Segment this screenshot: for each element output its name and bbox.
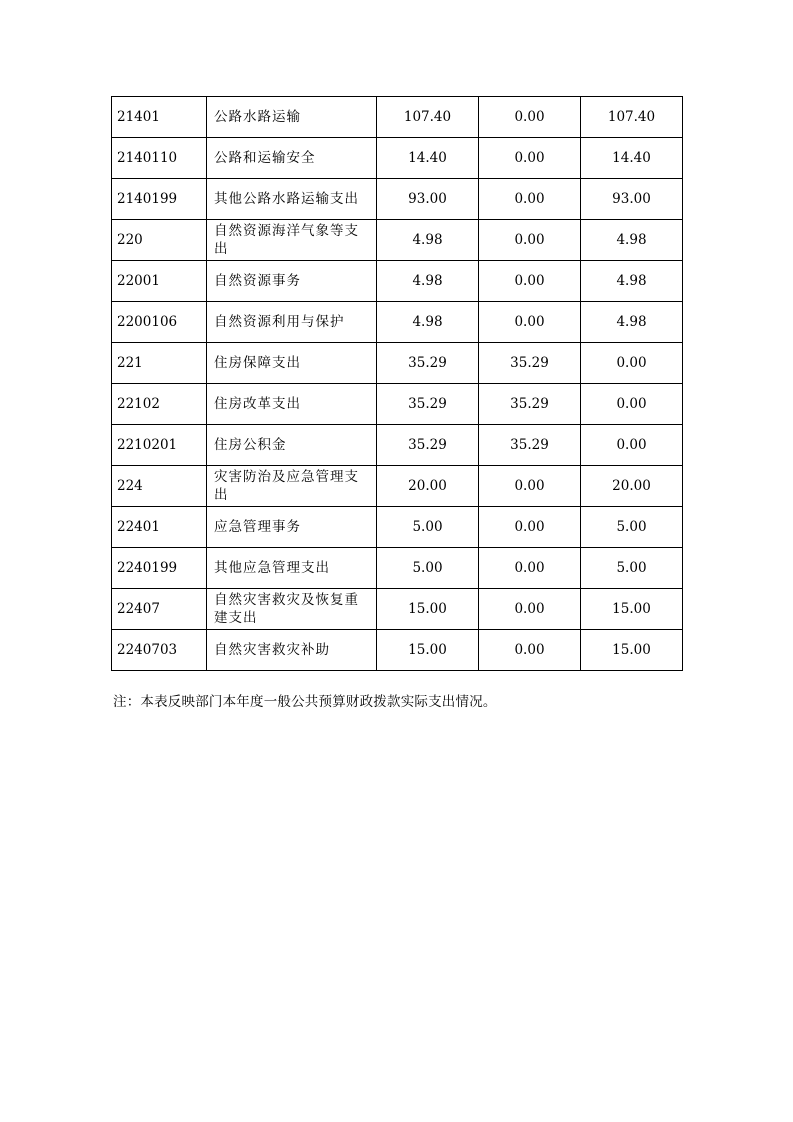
subject-code-cell: 2140110 [112,138,207,179]
total-amount-cell: 14.40 [377,138,479,179]
subject-code-cell: 21401 [112,97,207,138]
basic-expenditure-cell: 0.00 [479,261,581,302]
expenditure-table-body [112,97,683,671]
subject-code-cell: 2210201 [112,425,207,466]
project-expenditure-cell: 5.00 [581,507,683,548]
table-row [112,630,683,671]
project-expenditure-cell: 15.00 [581,589,683,630]
total-amount-cell: 4.98 [377,302,479,343]
table-row [112,179,683,220]
total-amount-cell: 15.00 [377,630,479,671]
total-amount-cell: 5.00 [377,548,479,589]
project-expenditure-cell: 107.40 [581,97,683,138]
subject-name-cell: 自然资源事务 [207,261,377,302]
total-amount-cell: 15.00 [377,589,479,630]
subject-code-cell: 22102 [112,384,207,425]
table-row [112,138,683,179]
total-amount-cell: 35.29 [377,425,479,466]
subject-name-cell: 住房公积金 [207,425,377,466]
table-row [112,466,683,507]
subject-code-cell: 2240703 [112,630,207,671]
basic-expenditure-cell: 0.00 [479,179,581,220]
basic-expenditure-cell: 0.00 [479,548,581,589]
basic-expenditure-cell: 0.00 [479,507,581,548]
subject-name-cell: 自然资源利用与保护 [207,302,377,343]
total-amount-cell: 93.00 [377,179,479,220]
subject-name-cell: 自然资源海洋气象等支出 [207,220,377,261]
table-footnote: 注：本表反映部门本年度一般公共预算财政拨款实际支出情况。 [113,694,497,710]
total-amount-cell: 107.40 [377,97,479,138]
subject-name-cell: 公路和运输安全 [207,138,377,179]
total-amount-cell: 4.98 [377,220,479,261]
project-expenditure-cell: 0.00 [581,343,683,384]
subject-code-cell: 22001 [112,261,207,302]
basic-expenditure-cell: 35.29 [479,384,581,425]
table-row [112,261,683,302]
subject-code-cell: 22401 [112,507,207,548]
table-row [112,384,683,425]
project-expenditure-cell: 4.98 [581,220,683,261]
project-expenditure-cell: 14.40 [581,138,683,179]
total-amount-cell: 35.29 [377,343,479,384]
project-expenditure-cell: 4.98 [581,261,683,302]
subject-code-cell: 2200106 [112,302,207,343]
table-row [112,589,683,630]
basic-expenditure-cell: 0.00 [479,589,581,630]
project-expenditure-cell: 93.00 [581,179,683,220]
total-amount-cell: 35.29 [377,384,479,425]
subject-name-cell: 其他应急管理支出 [207,548,377,589]
project-expenditure-cell: 4.98 [581,302,683,343]
table-row [112,97,683,138]
basic-expenditure-cell: 0.00 [479,302,581,343]
project-expenditure-cell: 0.00 [581,425,683,466]
basic-expenditure-cell: 35.29 [479,425,581,466]
total-amount-cell: 4.98 [377,261,479,302]
subject-name-cell: 应急管理事务 [207,507,377,548]
subject-name-cell: 住房改革支出 [207,384,377,425]
subject-code-cell: 2140199 [112,179,207,220]
total-amount-cell: 5.00 [377,507,479,548]
subject-code-cell: 220 [112,220,207,261]
basic-expenditure-cell: 0.00 [479,138,581,179]
basic-expenditure-cell: 0.00 [479,466,581,507]
expenditure-table [111,96,683,671]
subject-name-cell: 其他公路水路运输支出 [207,179,377,220]
project-expenditure-cell: 15.00 [581,630,683,671]
basic-expenditure-cell: 35.29 [479,343,581,384]
project-expenditure-cell: 5.00 [581,548,683,589]
table-row [112,507,683,548]
subject-code-cell: 224 [112,466,207,507]
subject-code-cell: 221 [112,343,207,384]
table-row [112,548,683,589]
basic-expenditure-cell: 0.00 [479,97,581,138]
project-expenditure-cell: 20.00 [581,466,683,507]
total-amount-cell: 20.00 [377,466,479,507]
subject-name-cell: 公路水路运输 [207,97,377,138]
subject-name-cell: 自然灾害救灾及恢复重建支出 [207,589,377,630]
subject-code-cell: 2240199 [112,548,207,589]
basic-expenditure-cell: 0.00 [479,630,581,671]
table-row [112,220,683,261]
subject-name-cell: 灾害防治及应急管理支出 [207,466,377,507]
basic-expenditure-cell: 0.00 [479,220,581,261]
subject-name-cell: 住房保障支出 [207,343,377,384]
project-expenditure-cell: 0.00 [581,384,683,425]
table-row [112,302,683,343]
subject-name-cell: 自然灾害救灾补助 [207,630,377,671]
subject-code-cell: 22407 [112,589,207,630]
table-row [112,425,683,466]
table-row [112,343,683,384]
